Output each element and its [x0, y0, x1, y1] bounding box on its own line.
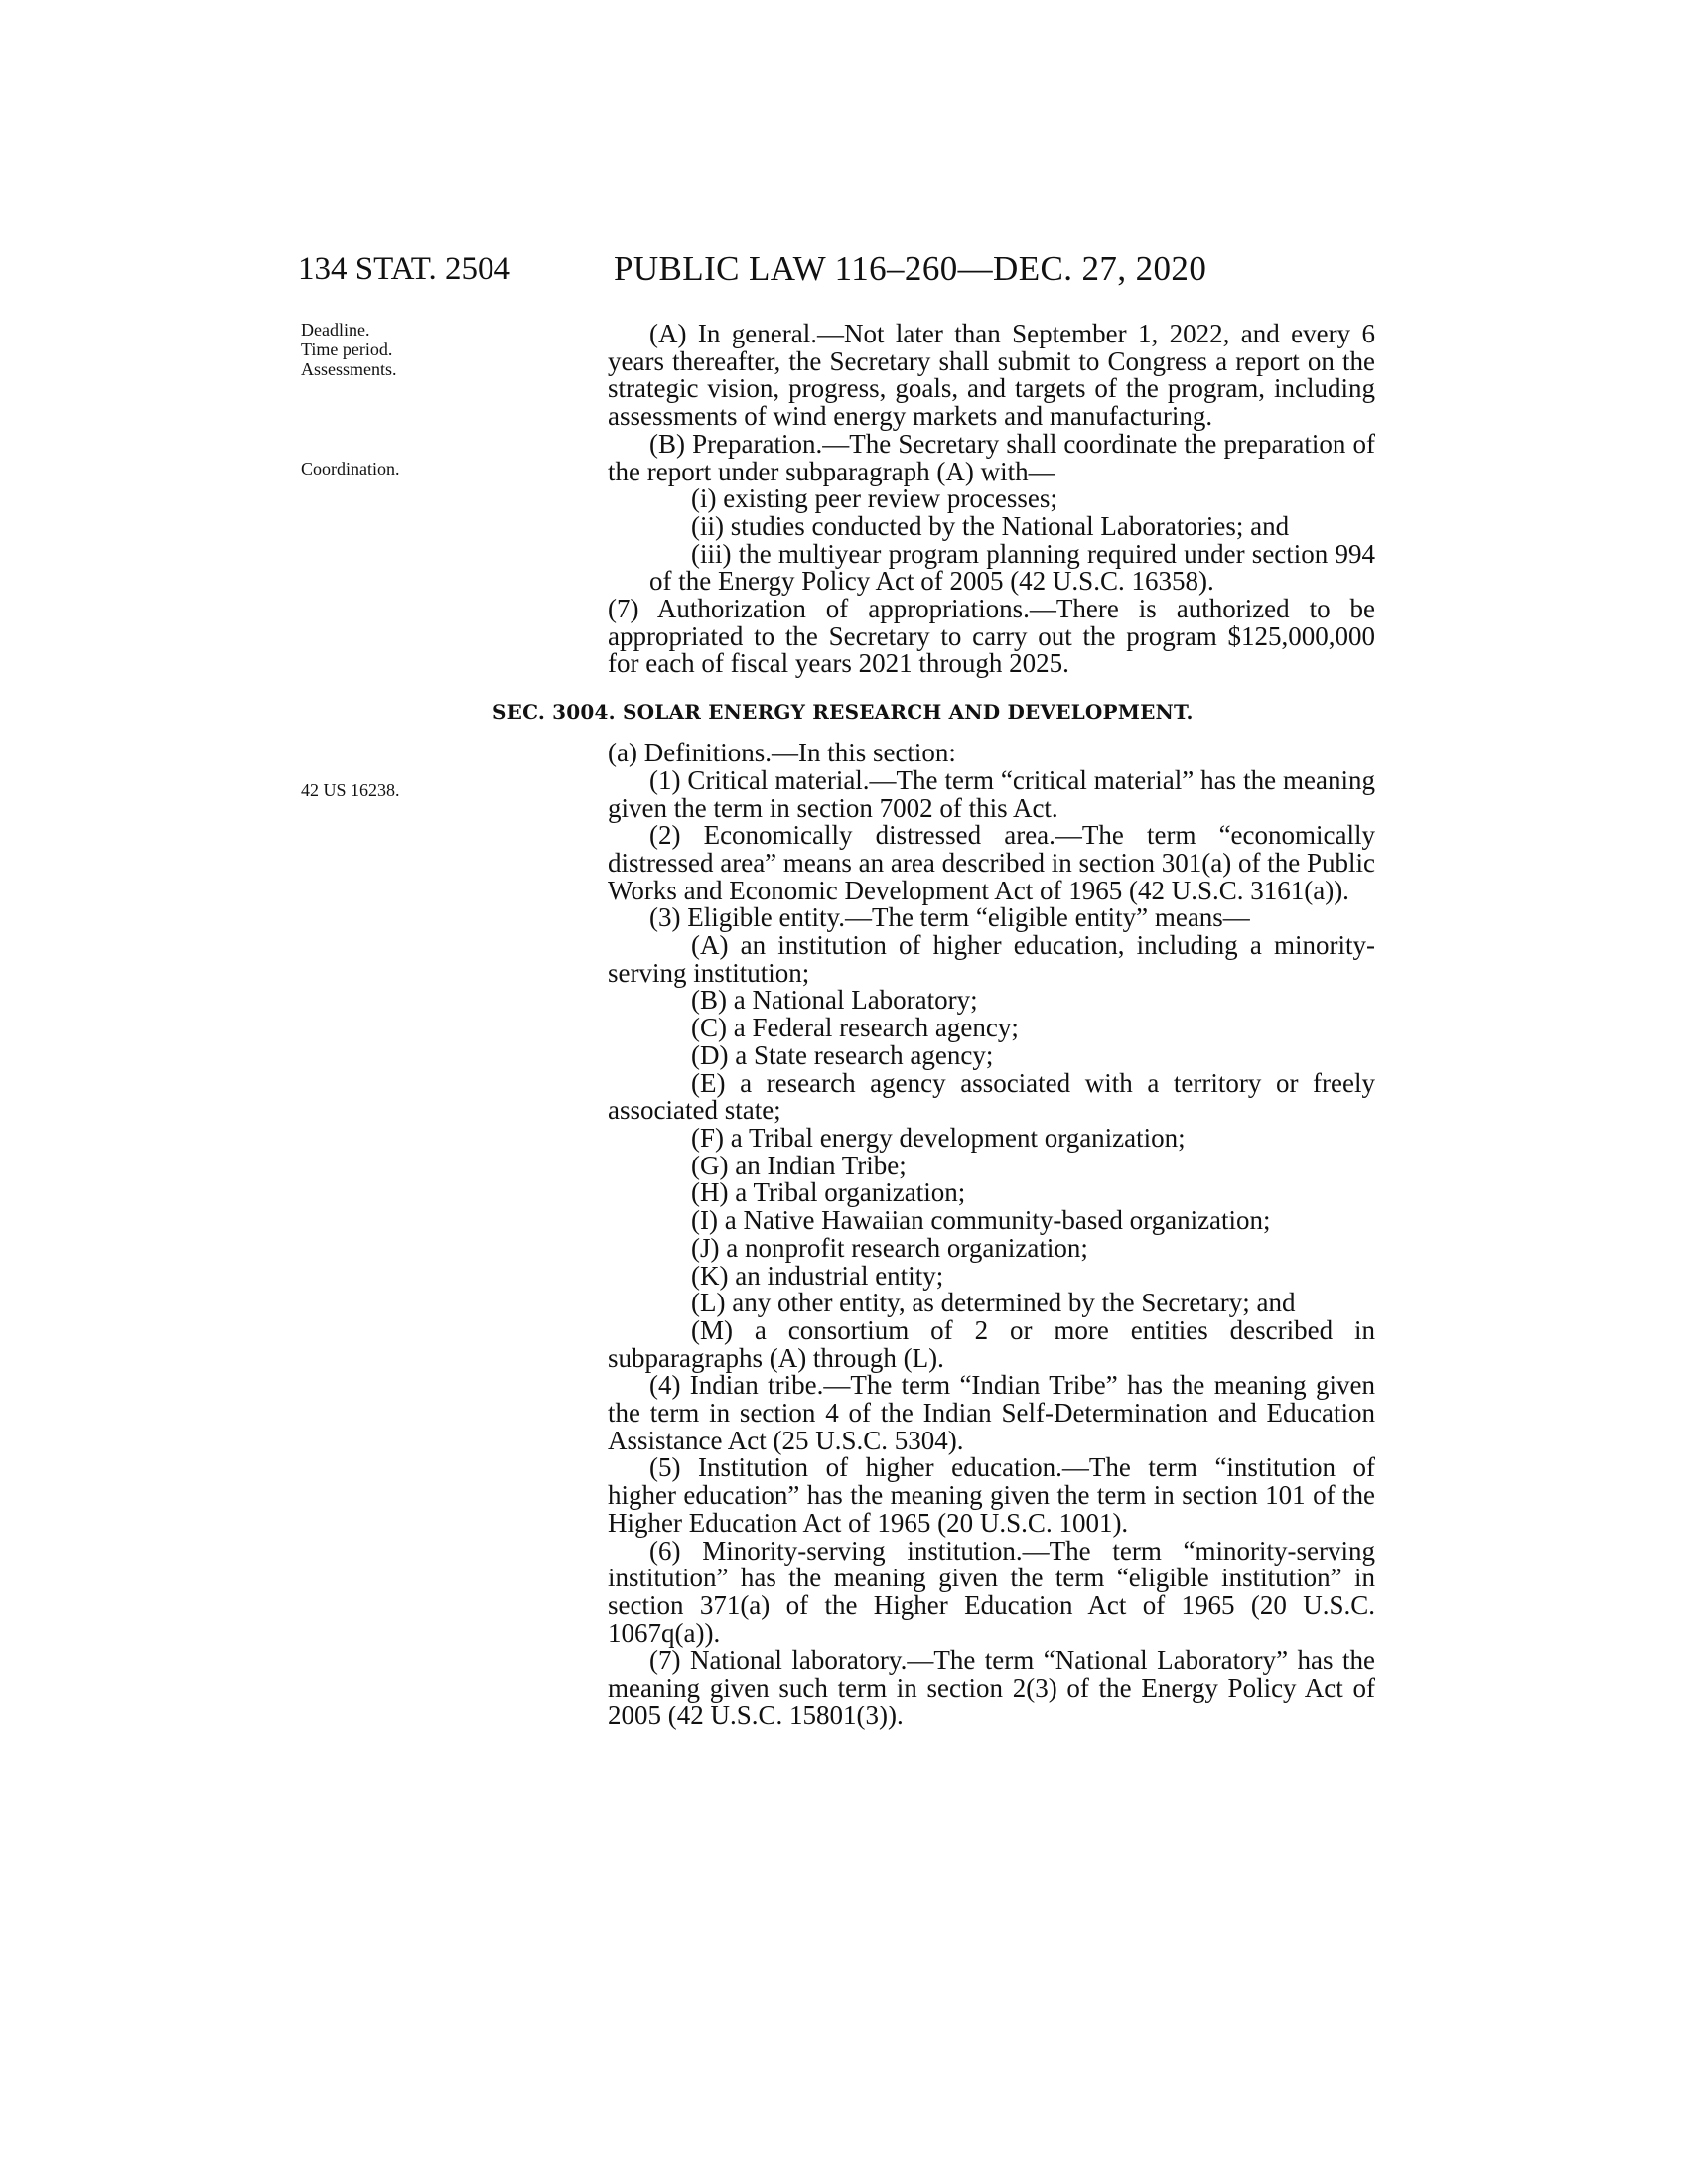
document-body	[492, 319, 1375, 1730]
entity-f: (F) a Tribal energy development organization;	[691, 1122, 1186, 1153]
margin-note-coordination: Coordination.	[301, 459, 400, 478]
paragraph-7-text: (7) Authorization of appropriations.—There is authorized to be appropriated to the Secretary to carry out the program $125,000,000 for each of fiscal years 2021 through 2025.	[608, 594, 1375, 679]
entity-a: (A) an institution of higher education, including a minority-serving institution;	[608, 930, 1375, 988]
definition-4-indian-tribe: (4) Indian tribe.—The term “Indian Tribe” has the meaning given the term in section 4 of the Indian Self-Determination and Education Assistance Act (25 U.S.C. 5304).	[608, 1370, 1375, 1455]
page-running-head: PUBLIC LAW 116–260—DEC. 27, 2020	[614, 249, 1207, 288]
entity-l: (L) any other entity, as determined by the Secretary; and	[691, 1288, 1296, 1318]
subsection-a-definitions: (a) Definitions.—In this section:	[608, 738, 956, 768]
definition-7-national-laboratory: (7) National laboratory.—The term “National Laboratory” has the meaning given such term in section 2(3) of the Energy Policy Act of 2005 (42 U.S.C. 15801(3)).	[608, 1645, 1375, 1730]
subparagraph-a-in-general: (A) In general.—Not later than September 1, 2022, and every 6 years thereafter, the Secretary shall submit to Congress a report on the strategic vision, progress, goals, and targets of the program, including assessments of wind energy markets and manufacturing.	[608, 319, 1375, 432]
subparagraph-b-preparation: (B) Preparation.—The Secretary shall coordinate the preparation of the report under subparagraph (A) with—	[608, 428, 1375, 486]
entity-d: (D) a State research agency;	[691, 1039, 994, 1070]
margin-note-citation: 42 US 16238.	[301, 780, 400, 800]
entity-g: (G) an Indian Tribe;	[691, 1150, 907, 1180]
entity-c: (C) a Federal research agency;	[691, 1013, 1019, 1043]
margin-note-deadline: Deadline.	[301, 320, 370, 340]
paragraph-7-authorization	[608, 596, 1375, 678]
entity-e: (E) a research agency associated with a territory or freely associated state;	[608, 1067, 1375, 1126]
definition-6-minority-serving-institution: (6) Minority-serving institution.—The term “minority-serving institution” has the meaning given the term “eligible institution” in section 371(a) of the Higher Education Act of 1965 (20 U.S.C. 1067q(a)).	[608, 1535, 1375, 1648]
margin-note-assessments: Assessments.	[301, 359, 397, 379]
entity-b: (B) a National Laboratory;	[691, 985, 978, 1016]
entity-m: (M) a consortium of 2 or more entities described in subparagraphs (A) through (L).	[608, 1314, 1375, 1373]
entity-h: (H) a Tribal organization;	[691, 1177, 966, 1208]
margin-note-time-period: Time period.	[301, 340, 393, 359]
definition-1-critical-material: (1) Critical material.—The term “critical material” has the meaning given the term in section 7002 of this Act.	[608, 764, 1375, 823]
section-heading: SEC. 3004. SOLAR ENERGY RESEARCH AND DEVELOPMENT.	[492, 700, 1194, 725]
definition-2-economically-distressed-area: (2) Economically distressed area.—The term “economically distressed area” means an area described in section 301(a) of the Public Works and Economic Development Act of 1965 (42 U.S.C. 3161(a)).	[608, 820, 1375, 905]
entity-j: (J) a nonprofit research organization;	[691, 1232, 1088, 1263]
clause-iii: (iii) the multiyear program planning required under section 994 of the Energy Policy Act of 2005 (42 U.S.C. 16358).	[649, 538, 1375, 597]
entity-i: (I) a Native Hawaiian community-based organization;	[691, 1205, 1271, 1236]
page-stat-number: 134 STAT. 2504	[298, 251, 511, 287]
definition-3-eligible-entity: (3) Eligible entity.—The term “eligible entity” means—	[649, 902, 1250, 933]
clause-ii: (ii) studies conducted by the National Laboratories; and	[691, 510, 1290, 541]
definition-5-institution-higher-education: (5) Institution of higher education.—The term “institution of higher education” has the meaning given the term in section 101 of the Higher Education Act of 1965 (20 U.S.C. 1001).	[608, 1452, 1375, 1538]
entity-k: (K) an industrial entity;	[691, 1260, 944, 1291]
clause-i: (i) existing peer review processes;	[691, 483, 1057, 514]
